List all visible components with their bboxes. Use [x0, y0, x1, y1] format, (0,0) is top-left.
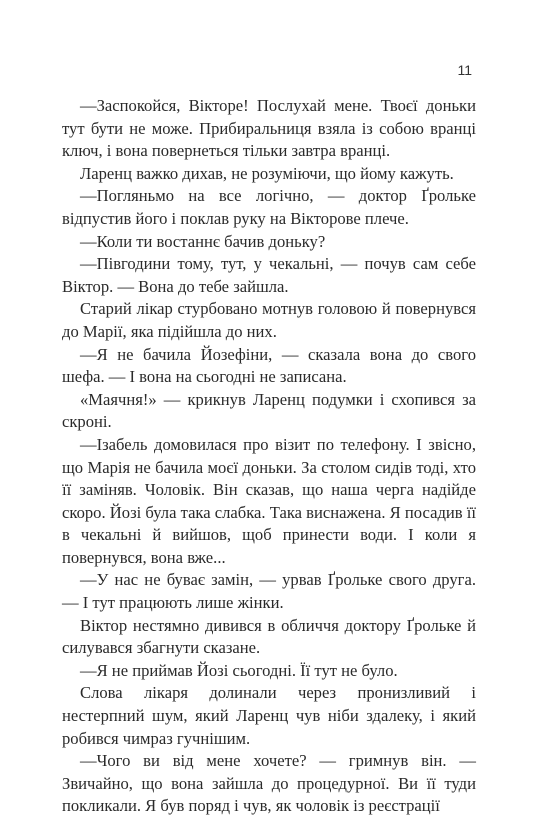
- paragraph-11: Віктор нестямно дивився в обличчя доктору Ґрольке й силувався збагнути сказане.: [62, 615, 476, 658]
- page-number: 11: [457, 62, 472, 78]
- paragraph-6: Старий лікар стурбовано мотнув головою й повернувся до Марії, яка підійшла до них.: [62, 299, 476, 341]
- paragraph-3: —Погляньмо на все логічно, — доктор Ґрольке відпустив його і поклав руку на Вікторове плече.: [62, 186, 476, 228]
- paragraph-7: —Я не бачила Йозефіни, — сказала вона до свого шефа. — І вона на сьогодні не записана.: [62, 344, 476, 387]
- paragraph-9: —Ізабель домовилася про візит по телефону. І звісно, що Марія не бачила моєї доньки. За столом сидів тоді, хто її заміняв. Чоловік. Він сказав, що наша черга надійде скоро. Йозі була така слабка. Така виснажена. Я посадив її в чекальні й вийшов, щоб принести води. І коли я повернувся, вона вже...: [62, 434, 476, 567]
- paragraph-4: —Коли ти востаннє бачив доньку?: [80, 231, 326, 251]
- paragraph-2: Ларенц важко дихав, не розуміючи, що йому кажуть.: [80, 163, 454, 183]
- paragraph-1: —Заспокойся, Вікторе! Послухай мене. Твоєї доньки тут бути не може. Прибиральниця взяла із собою вранці ключ, і вона повернеться тільки завтра вранці.: [62, 96, 476, 161]
- paragraph-8: «Маячня!» — крикнув Ларенц подумки і схопився за скроні.: [62, 389, 476, 432]
- paragraph-13: Слова лікаря долинали через пронизливий і нестерпний шум, який Ларенц чув ніби здалеку, і який робився чимраз гучнішим.: [62, 683, 476, 748]
- paragraph-14: —Чого ви від мене хочете? — гримнув він. — Звичайно, що вона зайшла до процедурної. Ви її туди покликали. Я був поряд і чув, як чоловік із реєстрації: [62, 751, 476, 816]
- text-body: [62, 95, 476, 818]
- paragraph-5: —Півгодини тому, тут, у чекальні, — почув сам себе Віктор. — Вона до тебе зайшла.: [62, 254, 476, 296]
- paragraph-10: —У нас не буває замін, — урвав Ґрольке свого друга. — І тут працюють лише жінки.: [62, 570, 476, 613]
- paragraph-12: —Я не приймав Йозі сьогодні. Її тут не було.: [80, 660, 398, 680]
